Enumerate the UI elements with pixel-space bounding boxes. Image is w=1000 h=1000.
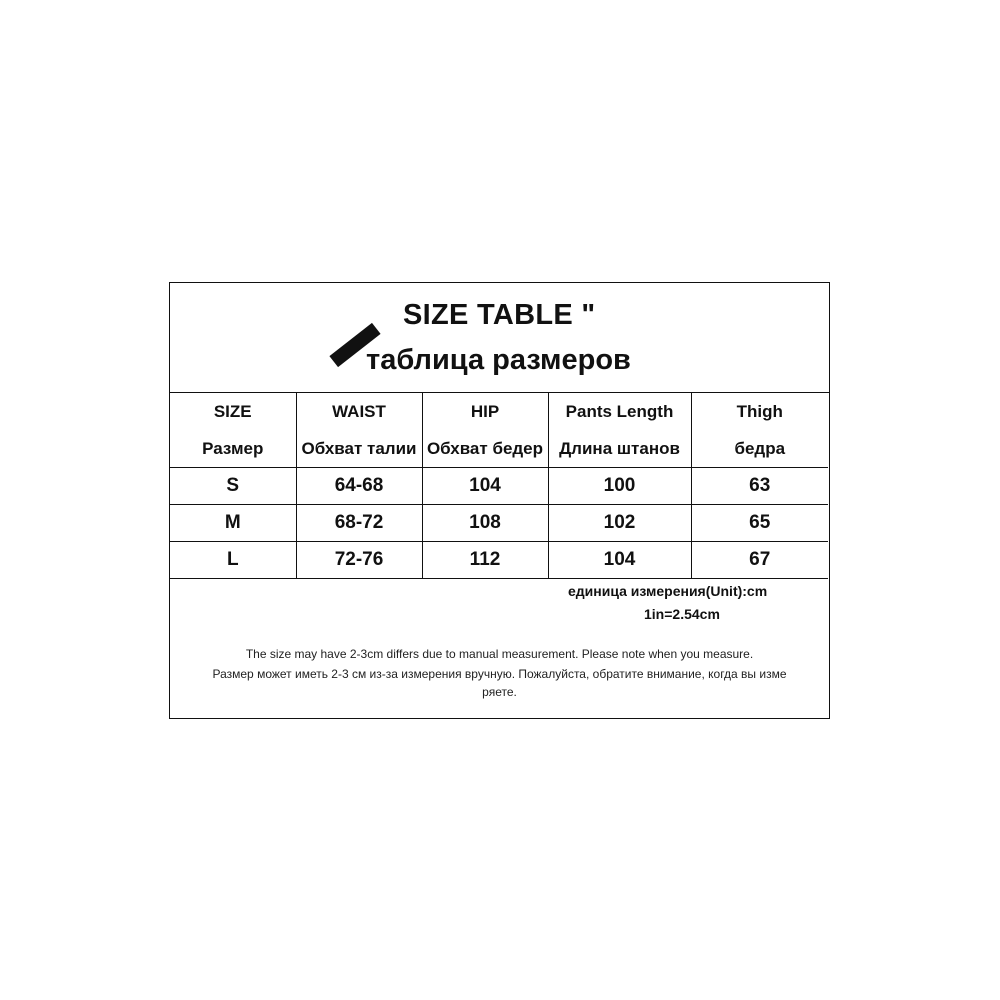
table-cell: 108 bbox=[422, 505, 548, 542]
column-header-pants-length: Pants Length Длина штанов bbox=[548, 393, 691, 468]
table-cell: 65 bbox=[691, 505, 828, 542]
chart-header bbox=[170, 283, 829, 393]
table-row bbox=[170, 468, 828, 505]
table-cell: 63 bbox=[691, 468, 828, 505]
table-cell: 100 bbox=[548, 468, 691, 505]
table-row bbox=[170, 542, 828, 579]
unit-conversion: 1in=2.54cm bbox=[644, 606, 720, 622]
chart-subtitle: таблица размеров bbox=[366, 344, 631, 376]
table-header-row bbox=[170, 393, 828, 468]
column-header-hip: HIP Обхват бедер bbox=[422, 393, 548, 468]
table-row bbox=[170, 505, 828, 542]
unit-label: единица измерения(Unit):cm bbox=[568, 583, 768, 599]
table-cell: 104 bbox=[422, 468, 548, 505]
measurement-note-en: The size may have 2-3cm differs due to manual measurement. Please note when you measure. bbox=[245, 647, 754, 661]
table-cell: 104 bbox=[548, 542, 691, 579]
table-cell: 67 bbox=[691, 542, 828, 579]
table-cell: M bbox=[170, 505, 296, 542]
measurement-note-ru-continued: ряете. bbox=[482, 685, 517, 699]
size-chart bbox=[169, 282, 830, 719]
column-header-size: SIZE Размер bbox=[170, 393, 296, 468]
size-table bbox=[170, 393, 828, 579]
table-cell: L bbox=[170, 542, 296, 579]
table-cell: 72-76 bbox=[296, 542, 422, 579]
column-header-thigh: Thigh бедра bbox=[691, 393, 828, 468]
chart-title: SIZE TABLE " bbox=[403, 299, 596, 331]
measurement-note-ru: Размер может иметь 2-3 см из-за измерения вручную. Пожалуйста, обратите внимание, когда вы изме bbox=[212, 667, 787, 681]
table-cell: 102 bbox=[548, 505, 691, 542]
table-cell: S bbox=[170, 468, 296, 505]
table-cell: 112 bbox=[422, 542, 548, 579]
table-cell: 68-72 bbox=[296, 505, 422, 542]
column-header-waist: WAIST Обхват талии bbox=[296, 393, 422, 468]
table-cell: 64-68 bbox=[296, 468, 422, 505]
